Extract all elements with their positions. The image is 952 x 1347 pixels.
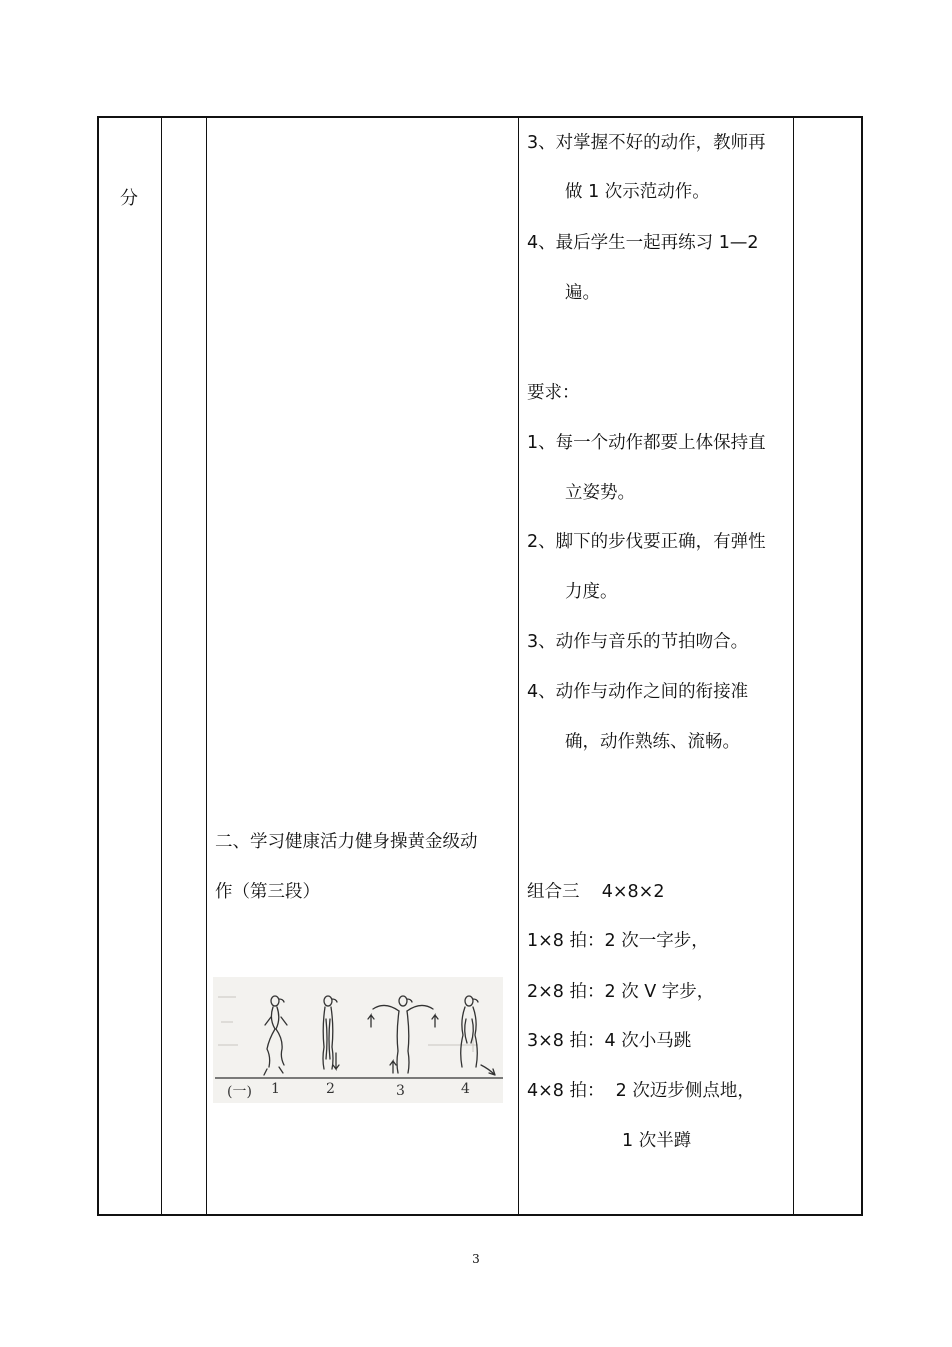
column-divider [206,118,207,1214]
combo-title: 组合三 4×8×2 [527,882,665,902]
method-step-3-line2: 做 1 次示范动作。 [565,182,710,202]
figure-step-number-1: 1 [271,1081,280,1097]
beat-line-1: 1×8 拍：2 次一字步， [527,931,709,951]
column-divider [518,118,519,1214]
beat-line-3: 3×8 拍：4 次小马跳 [527,1031,692,1051]
figure-step-number-2: 2 [326,1081,335,1097]
page-number: 3 [472,1252,480,1266]
beat-line-4: 4×8 拍： 2 次迈步侧点地， [527,1081,755,1101]
requirement-1-line1: 1、每一个动作都要上体保持直 [527,433,766,453]
requirements-title: 要求： [527,383,580,403]
method-step-3-line1: 3、对掌握不好的动作，教师再 [527,133,766,153]
requirement-1-line2: 立姿势。 [565,483,635,503]
requirement-2-line2: 力度。 [565,582,618,602]
figure-step-number-4: 4 [461,1081,470,1097]
requirement-3-line1: 3、动作与音乐的节拍吻合。 [527,632,749,652]
figure-step-number-3: 3 [396,1083,405,1099]
beat-line-5: 1 次半蹲 [622,1131,692,1151]
requirement-4-line1: 4、动作与动作之间的衔接准 [527,682,749,702]
content-heading-line1: 二、学习健康活力健身操黄金级动 [215,832,478,852]
beat-line-2: 2×8 拍：2 次 V 字步， [527,982,715,1002]
requirement-4-line2: 确，动作熟练、流畅。 [565,732,740,752]
exercise-figure [213,977,503,1103]
section-label: 分 [120,188,138,209]
method-step-4-line1: 4、最后学生一起再练习 1—2 [527,233,759,253]
requirement-2-line1: 2、脚下的步伐要正确，有弹性 [527,532,766,552]
content-heading-line2: 作（第三段） [215,882,320,902]
column-divider [161,118,162,1214]
stick-figures-illustration [213,977,503,1103]
column-divider [793,118,794,1214]
figure-group-label: (一) [227,1084,252,1100]
method-step-4-line2: 遍。 [565,283,600,303]
